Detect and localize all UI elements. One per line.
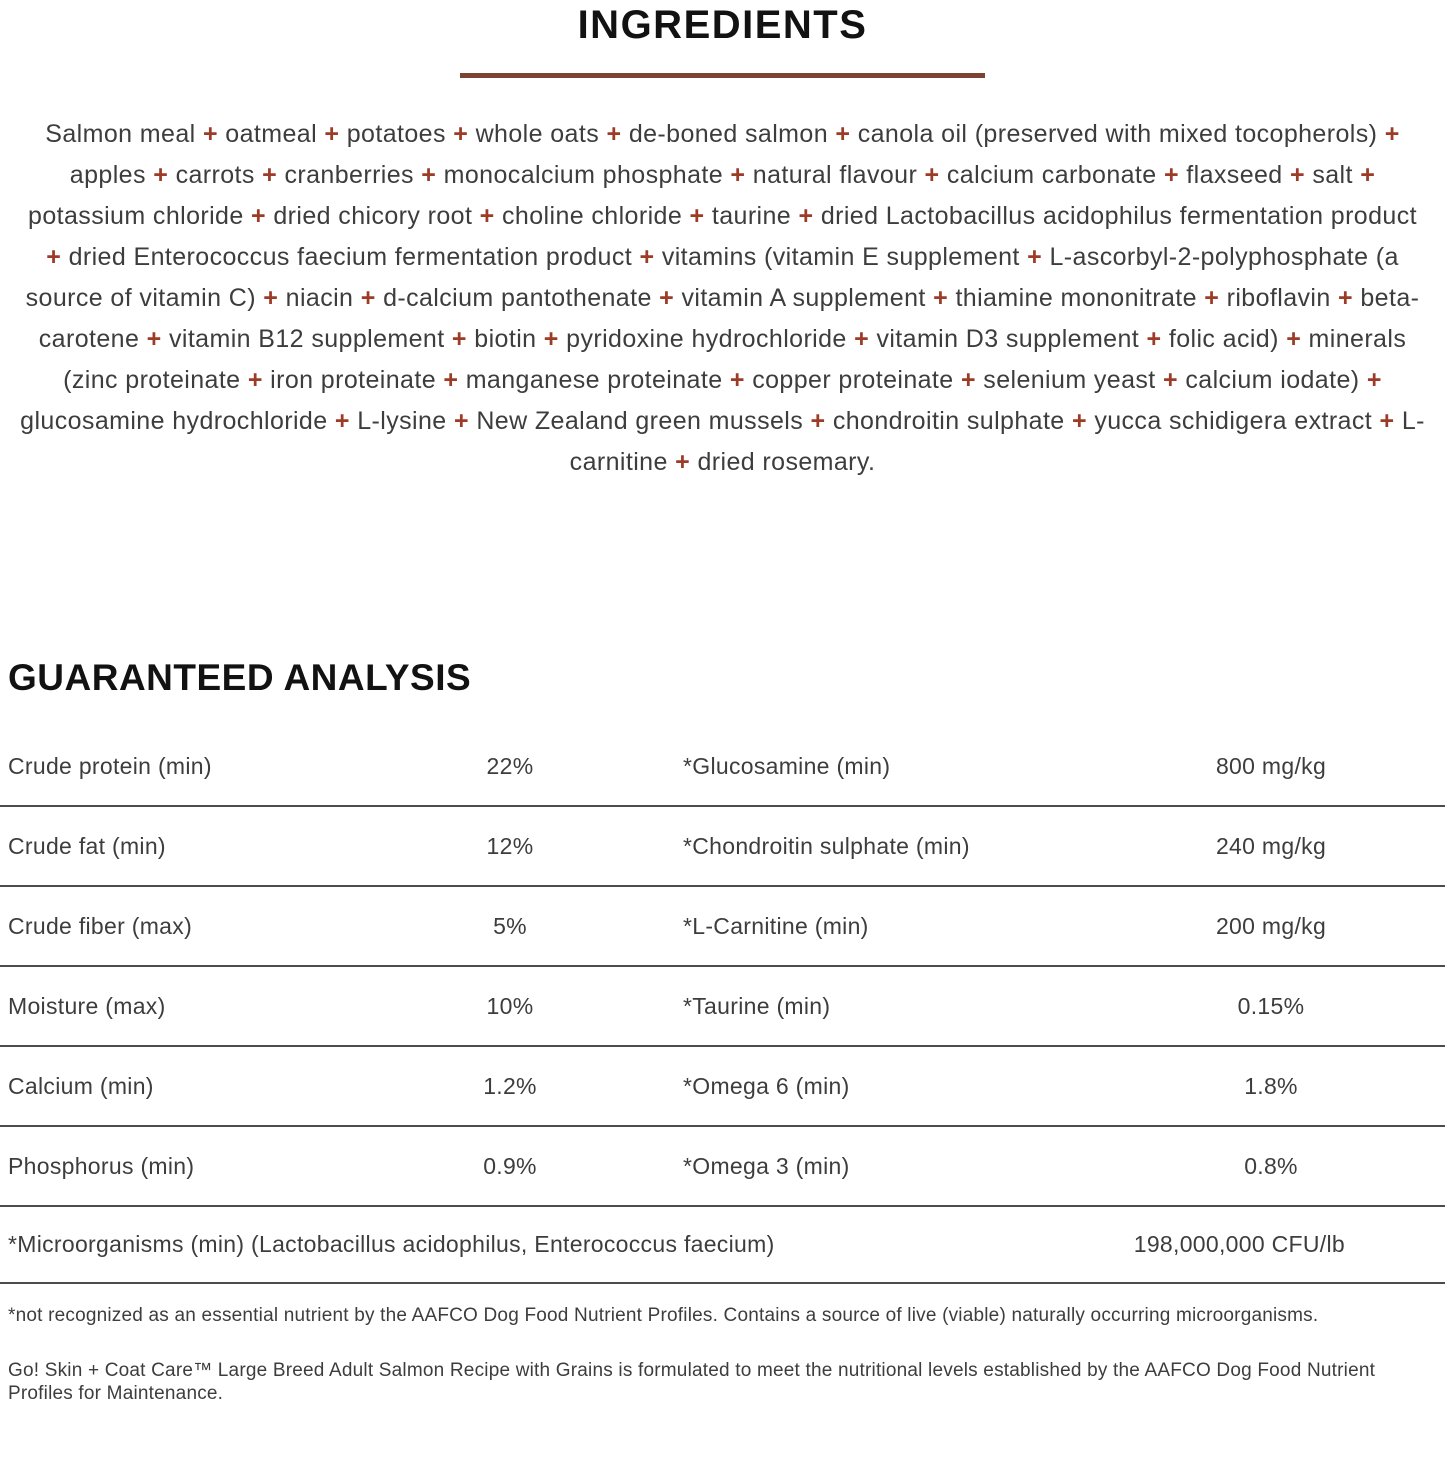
formulation-footnote: Go! Skin + Coat Care™ Large Breed Adult Salmon Recipe with Grains is formulated to meet the nutritional levels established by the AAFCO Dog Food Nutrient Profiles for Maintenance. xyxy=(8,1360,1376,1404)
plus-separator: + xyxy=(1377,120,1400,148)
plus-separator: + xyxy=(446,407,477,435)
analysis-label-right: *Omega 6 (min) xyxy=(683,1072,850,1099)
analysis-label-right: *Chondroitin sulphate (min) xyxy=(683,832,970,859)
plus-separator: + xyxy=(243,202,274,230)
guaranteed-analysis-table xyxy=(0,727,1445,1207)
plus-separator: + xyxy=(1064,407,1095,435)
aafco-footnote: *not recognized as an essential nutrient by the AAFCO Dog Food Nutrient Profiles. Contains a source of live (viable) naturally occurring microorganisms. xyxy=(8,1305,1319,1326)
ingredients-title: INGREDIENTS xyxy=(577,3,868,47)
plus-separator: + xyxy=(240,366,271,394)
plus-separator: + xyxy=(1352,161,1376,189)
analysis-value-right: 0.15% xyxy=(1237,992,1305,1019)
analysis-value-left: 5% xyxy=(493,912,527,939)
plus-separator: + xyxy=(445,120,476,148)
analysis-value-right: 1.8% xyxy=(1244,1072,1298,1099)
analysis-row xyxy=(0,1127,1445,1207)
analysis-value-left: 22% xyxy=(486,752,534,779)
analysis-label-right: *Glucosamine (min) xyxy=(683,752,891,779)
analysis-label-left: Crude fiber (max) xyxy=(8,912,193,939)
plus-separator: + xyxy=(1196,284,1227,312)
analysis-value-right: 800 mg/kg xyxy=(1215,752,1327,779)
plus-separator: + xyxy=(327,407,358,435)
plus-separator: + xyxy=(436,366,466,394)
guaranteed-analysis-title: GUARANTEED ANALYSIS xyxy=(8,657,472,698)
plus-separator: + xyxy=(1155,366,1186,394)
plus-separator: + xyxy=(953,366,984,394)
plus-separator: + xyxy=(1139,325,1169,353)
analysis-value-left: 12% xyxy=(486,832,534,859)
analysis-label-left: Crude fat (min) xyxy=(8,832,166,859)
plus-separator: + xyxy=(444,325,475,353)
plus-separator: + xyxy=(536,325,567,353)
analysis-value-right: 200 mg/kg xyxy=(1215,912,1327,939)
plus-separator: + xyxy=(1330,284,1361,312)
analysis-value-left: 10% xyxy=(486,992,534,1019)
microorganisms-row xyxy=(0,1207,1445,1284)
plus-separator: + xyxy=(1359,366,1382,394)
analysis-label-left: Phosphorus (min) xyxy=(8,1152,195,1179)
ingredients-section xyxy=(0,5,1445,483)
plus-separator: + xyxy=(46,243,69,271)
plus-separator: + xyxy=(723,161,753,189)
footnotes-section xyxy=(0,1304,1445,1405)
plus-separator: + xyxy=(254,161,285,189)
analysis-label-left: Crude protein (min) xyxy=(8,752,212,779)
plus-separator: + xyxy=(682,202,712,230)
plus-separator: + xyxy=(353,284,384,312)
analysis-row xyxy=(0,887,1445,967)
guaranteed-analysis-section xyxy=(0,659,1445,1284)
plus-separator: + xyxy=(1156,161,1187,189)
plus-separator: + xyxy=(1278,325,1309,353)
analysis-row xyxy=(0,967,1445,1047)
analysis-label-left: Calcium (min) xyxy=(8,1072,154,1099)
microorganisms-value: 198,000,000 CFU/lb xyxy=(1133,1231,1345,1257)
analysis-label-right: *Omega 3 (min) xyxy=(683,1152,850,1179)
analysis-value-right: 0.8% xyxy=(1244,1152,1298,1179)
analysis-label-right: *L-Carnitine (min) xyxy=(683,912,869,939)
plus-separator: + xyxy=(803,407,833,435)
analysis-row xyxy=(0,807,1445,887)
analysis-row xyxy=(0,727,1445,807)
ingredients-divider xyxy=(460,73,985,78)
plus-separator: + xyxy=(139,325,169,353)
plus-separator: + xyxy=(195,120,226,148)
analysis-row xyxy=(0,1047,1445,1127)
analysis-label-left: Moisture (max) xyxy=(8,992,166,1019)
plus-separator: + xyxy=(1372,407,1402,435)
ingredients-text: Salmon meal + oatmeal + potatoes + whole oats + de-boned salmon + canola oil (preserved with mixed tocopherols) + apples + carrots + cranberries + monocalcium phosphate + natural flavour + calcium carbonate + flaxseed + salt + potassium chloride + dried chicory root + choline chloride + taurine + dried Lactobacillus acidophilus fermentation product + dried Enterococcus faecium fermentation product + vitamins (vitamin E supplement + L-ascorbyl-2-polyphosphate (a source of vitamin C) + niacin + d-calcium pantothenate + vitamin A supplement + thiamine mononitrate + riboflavin + beta-carotene + vitamin B12 supplement + biotin + pyridoxine hydrochloride + vitamin D3 supplement + folic acid) + minerals (zinc proteinate + iron proteinate + manganese proteinate + copper proteinate + selenium yeast + calcium iodate) + glucosamine hydrochloride + L-lysine + New Zealand green mussels + chondroitin sulphate + yucca schidigera extract + L-carnitine + dried rosemary. xyxy=(20,120,1425,476)
plus-separator: + xyxy=(917,161,947,189)
plus-separator: + xyxy=(145,161,176,189)
plus-separator: + xyxy=(651,284,682,312)
plus-separator: + xyxy=(925,284,956,312)
plus-separator: + xyxy=(667,448,698,476)
plus-separator: + xyxy=(791,202,821,230)
plus-separator: + xyxy=(317,120,347,148)
plus-separator: + xyxy=(632,243,662,271)
plus-separator: + xyxy=(1019,243,1050,271)
analysis-value-right: 240 mg/kg xyxy=(1215,832,1327,859)
plus-separator: + xyxy=(472,202,503,230)
plus-separator: + xyxy=(599,120,629,148)
plus-separator: + xyxy=(828,120,858,148)
plus-separator: + xyxy=(413,161,444,189)
plus-separator: + xyxy=(722,366,753,394)
analysis-label-right: *Taurine (min) xyxy=(683,992,831,1019)
analysis-value-left: 0.9% xyxy=(483,1152,537,1179)
plus-separator: + xyxy=(255,284,286,312)
microorganisms-label: *Microorganisms (min) (Lactobacillus acidophilus, Enterococcus faecium) xyxy=(8,1231,775,1257)
plus-separator: + xyxy=(846,325,877,353)
analysis-value-left: 1.2% xyxy=(483,1072,537,1099)
plus-separator: + xyxy=(1282,161,1313,189)
